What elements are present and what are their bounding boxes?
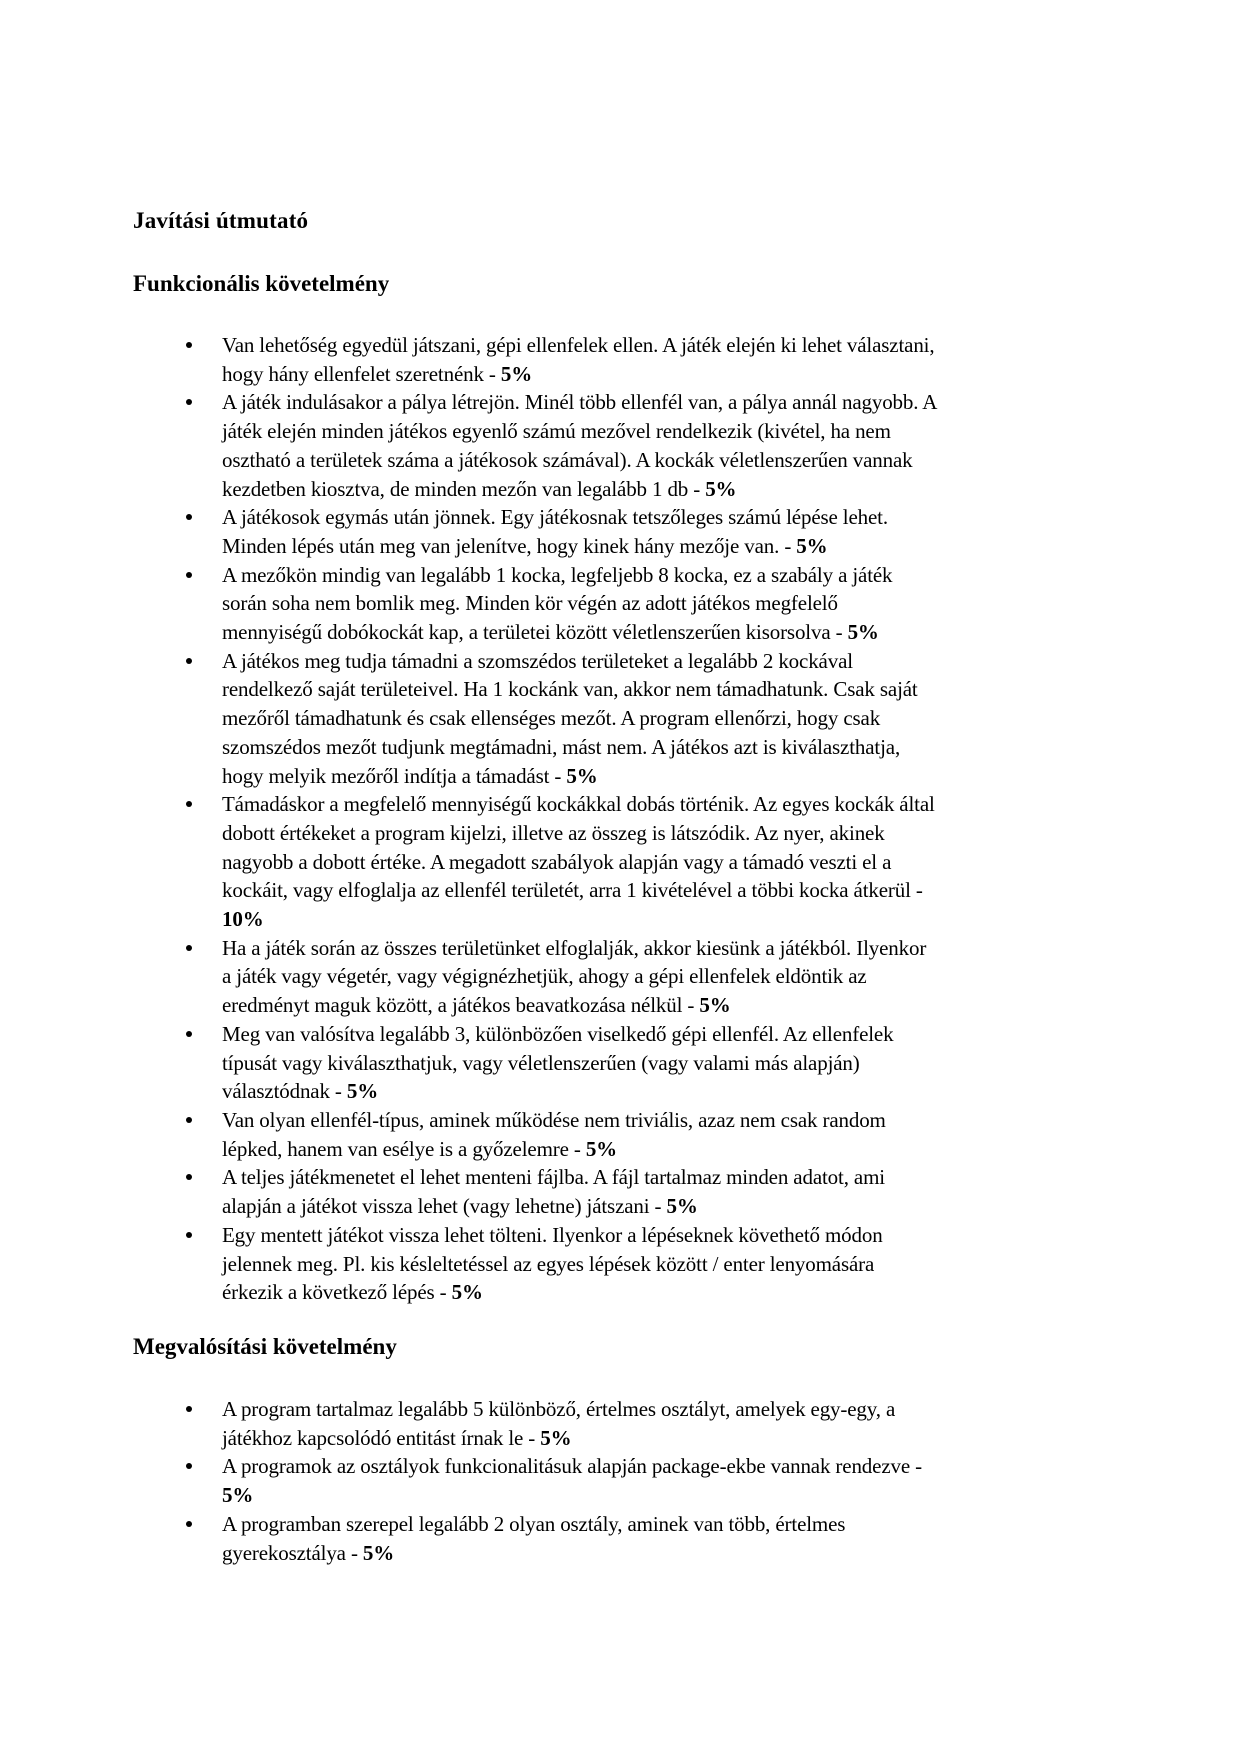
requirement-text: A program tartalmaz legalább 5 különböző, értelmes osztályt, amelyek egy-egy, a [222,1397,896,1421]
requirement-text: Van lehetőség egyedül játszani, gépi ellenfelek ellen. A játék elején ki lehet választani, [222,333,935,357]
requirement-text-line [222,331,937,360]
requirement-text-line [222,1077,937,1106]
bullet-icon [186,1174,192,1180]
requirement-text: Támadáskor a megfelelő mennyiségű kockákkal dobás történik. Az egyes kockák által [222,792,935,817]
requirement-text-line [222,733,937,762]
bullet-icon [186,399,192,405]
requirement-text: A mezőkön mindig van legalább 1 kocka, legfeljebb 8 kocka, ez a szabály a játék [222,562,893,587]
requirement-text-line [222,360,937,389]
requirement-item [0,331,937,388]
score-percent: 10% [222,907,264,932]
bullet-icon [186,658,192,664]
requirement-text: jelennek meg. Pl. kis késleltetéssel az egyes lépések között / enter lenyomására [222,1251,875,1276]
score-percent: 5% [699,993,731,1018]
requirement-text: nagyobb a dobott értéke. A megadott szabályok alapján vagy a támadó veszti el a [222,849,892,874]
requirement-text: kezdetben kiosztva, de minden mezőn van legalább 1 db - [222,476,706,501]
requirement-item [0,1452,922,1509]
requirement-text: kockáit, vagy elfoglalja az ellenfél területét, arra 1 kivételével a többi kocka átkerül - [222,878,923,903]
requirement-text: játék elején minden játékos egyenlő számú mezővel rendelkezik (kivétel, ha nem [222,419,891,444]
requirement-text: a játék vagy végetér, vagy végignézhetjük, ahogy a gépi ellenfelek eldöntik az [222,964,867,989]
requirement-text-line [222,876,937,905]
requirement-text-line [222,1539,922,1568]
bullet-icon [186,1232,192,1238]
requirement-text: Egy mentett játékot vissza lehet tölteni. Ilyenkor a lépéseknek követhető módon [222,1222,883,1247]
requirement-text: hogy melyik mezőről indítja a támadást - [222,763,567,788]
requirement-text-line [222,1192,937,1221]
requirement-text: Van olyan ellenfél-típus, aminek működése nem triviális, azaz nem csak random [222,1107,886,1132]
requirement-text: lépked, hanem van esélye is a győzelemre - [222,1136,586,1161]
requirement-text: dobott értékeket a program kijelzi, illetve az összeg is látszódik. Az nyer, akinek [222,820,885,845]
requirement-text-line [222,446,937,475]
requirement-item [0,1510,922,1567]
requirement-text: rendelkező saját területeivel. Ha 1 kockánk van, akkor nem támadhatunk. Csak saját [222,677,918,702]
score-percent: 5% [222,1483,254,1508]
requirement-text-line [222,1049,937,1078]
requirement-item [0,934,937,1020]
requirement-item [0,1163,937,1220]
requirement-text-line [222,1481,922,1510]
requirement-item [0,388,937,503]
requirement-text: A teljes játékmenetet el lehet menteni fájlba. A fájl tartalmaz minden adatot, ami [222,1165,885,1190]
requirement-text-line [222,762,937,791]
score-percent: 5% [500,361,533,386]
requirement-text: során soha nem bomlik meg. Minden kör végén az adott játékos megfelelő [222,591,838,616]
requirement-item [0,1395,922,1452]
requirement-text-line [222,1250,937,1279]
requirement-text: A játék indulásakor a pálya létrejön. Minél több ellenfél van, a pálya annál nagyobb. A [222,390,938,415]
score-percent: 5% [566,763,598,788]
bullet-icon [186,572,192,578]
score-percent: 5% [796,533,828,558]
requirement-text-line [222,417,937,446]
section-title-implementation: Megvalósítási követelmény [133,1334,397,1359]
requirement-text-line [222,1020,937,1049]
requirement-text-line [222,532,937,561]
score-percent: 5% [666,1194,698,1219]
requirement-text-line [222,1424,922,1453]
requirement-text-line [222,1135,937,1164]
requirement-text-line [222,647,937,676]
score-percent: 5% [705,476,737,501]
bullet-icon [186,1463,192,1469]
requirement-text-line [222,962,937,991]
requirement-text-line [222,1452,922,1481]
requirement-text-line [222,905,937,934]
section-title-functional: Funkcionális követelmény [133,271,390,296]
requirement-text-line [222,848,937,877]
requirement-text: választódnak - [222,1079,347,1104]
requirement-text: A programok az osztályok funkcionalitásuk alapján package-ekbe vannak rendezve - [222,1454,922,1479]
functional-requirements-list [0,331,937,1307]
requirement-text: Minden lépés után meg van jelenítve, hogy kinek hány mezője van. - [222,533,797,558]
requirement-item [0,1221,937,1307]
requirement-text-line [222,934,937,963]
bullet-icon [186,1117,192,1123]
requirement-text: Meg van valósítva legalább 3, különbözően viselkedő gépi ellenfél. Az ellenfelek [222,1021,894,1046]
bullet-icon [186,514,192,520]
requirement-text-line [222,618,937,647]
requirement-text: mennyiségű dobókockát kap, a területei között véletlenszerűen kisorsolva - [222,620,848,645]
requirement-text: hogy hány ellenfelet szeretnénk - [222,361,501,386]
requirement-text: szomszédos mezőt tudjunk megtámadni, mást nem. A játékos azt is kiválaszthatja, [222,734,901,759]
requirement-text: Ha a játék során az összes területünket elfoglalják, akkor kiesünk a játékból. Ilyenkor [222,935,927,960]
bullet-icon [186,1031,192,1037]
requirement-text: alapján a játékot vissza lehet (vagy lehetne) játszani - [222,1194,667,1219]
score-percent: 5% [362,1540,395,1565]
requirement-text-line [222,503,937,532]
implementation-requirements-list [0,1395,922,1567]
requirement-text: játékhoz kapcsolódó entitást írnak le - [222,1425,541,1450]
requirement-item [0,1020,937,1106]
requirement-text-line [222,1395,922,1424]
bullet-icon [186,342,192,348]
requirement-text-line [222,1163,937,1192]
bullet-icon [186,801,192,807]
requirement-text-line [222,819,937,848]
bullet-icon [186,945,192,951]
score-percent: 5% [451,1280,483,1305]
requirement-text-line [222,1510,922,1539]
bullet-icon [186,1406,192,1412]
requirement-item [0,561,937,647]
requirement-text-line [222,561,937,590]
requirement-text-line [222,1278,937,1307]
requirement-text: típusát vagy kiválaszthatjuk, vagy véletlenszerűen (vagy valami más alapján) [222,1050,860,1075]
requirement-text-line [222,1221,937,1250]
score-percent: 5% [585,1136,618,1161]
requirement-text: A játékos meg tudja támadni a szomszédos területeket a legalább 2 kockával [222,648,853,673]
requirement-text: osztható a területek száma a játékosok számával). A kockák véletlenszerűen vannak [222,447,913,472]
requirement-text-line [222,991,937,1020]
score-percent: 5% [540,1425,572,1450]
document-title: Javítási útmutató [133,208,309,233]
score-percent: 5% [346,1079,379,1104]
requirement-item [0,790,937,934]
score-percent: 5% [847,620,879,645]
requirement-item [0,1106,937,1163]
requirement-text: A játékosok egymás után jönnek. Egy játékosnak tetszőleges számú lépése lehet. [222,505,888,530]
requirement-text-line [222,675,937,704]
requirement-text-line [222,1106,937,1135]
requirement-text: A programban szerepel legalább 2 olyan osztály, aminek van több, értelmes [222,1511,846,1536]
requirement-text: eredményt maguk között, a játékos beavatkozása nélkül - [222,993,700,1018]
requirement-item [0,647,937,791]
requirement-text-line [222,388,937,417]
bullet-icon [186,1521,192,1527]
requirement-text-line [222,589,937,618]
requirement-text-line [222,790,937,819]
requirement-text: mezőről támadhatunk és csak ellenséges mezőt. A program ellenőrzi, hogy csak [222,706,881,731]
requirement-text-line [222,704,937,733]
requirement-item [0,503,937,560]
requirement-text-line [222,475,937,504]
requirement-text: érkezik a következő lépés - [222,1280,452,1305]
requirement-text: gyerekosztálya - [222,1540,363,1565]
